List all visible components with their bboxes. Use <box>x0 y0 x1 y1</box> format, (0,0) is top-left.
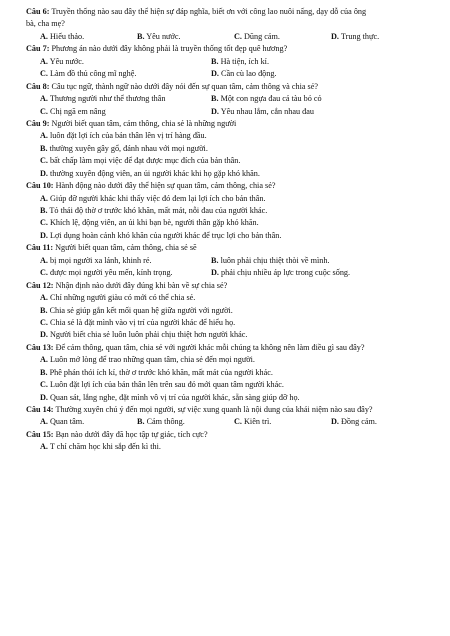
option-d <box>211 267 382 279</box>
option-letter: B. <box>40 367 48 377</box>
question-7-options-row-2 <box>26 68 430 80</box>
option-b <box>211 56 382 68</box>
option-d <box>26 168 430 180</box>
option-text: Đồng cảm. <box>341 417 377 427</box>
question-8 <box>26 81 430 93</box>
option-d <box>211 68 382 80</box>
question-label: Câu 9: <box>26 118 50 128</box>
question-text: Câu tục ngữ, thành ngữ nào dưới đây nói đến sự quan tâm, cảm thông và chia sẻ? <box>51 81 318 91</box>
question-8-options-row-1 <box>26 93 430 105</box>
option-letter: D. <box>40 392 48 402</box>
option-text: Giúp đỡ người khác khi thấy việc đó đem lại lợi ích cho bản thân. <box>50 193 266 203</box>
question-text: bà, cha mẹ? <box>26 19 65 29</box>
question-text: Nhận định nào dưới đây đúng khi bàn về sự chia sẻ? <box>55 280 228 290</box>
question-6 <box>26 6 430 18</box>
question-6-options <box>26 31 430 43</box>
option-letter: D. <box>331 417 339 427</box>
option-b <box>26 367 430 379</box>
option-a <box>26 354 430 366</box>
option-letter: A. <box>40 293 48 303</box>
option-d <box>26 392 430 404</box>
option-letter: C. <box>40 380 48 390</box>
option-a <box>26 130 430 142</box>
option-c <box>40 267 211 279</box>
option-c <box>26 155 430 167</box>
question-label: Câu 15: <box>26 429 54 439</box>
option-text: Hiếu thảo. <box>50 31 85 41</box>
option-text: T chỉ chăm học khi sắp đến kì thi. <box>49 442 161 452</box>
option-c <box>26 379 430 391</box>
question-text: Người biết quan tâm, cảm thông, chia sẻ sẽ <box>55 243 197 253</box>
option-d <box>211 106 382 118</box>
option-letter: B. <box>40 143 48 153</box>
option-c <box>234 31 331 43</box>
option-letter: C. <box>40 218 48 228</box>
option-text: thường xuyên động viên, an ủi người khác khi họ gặp khó khăn. <box>50 168 260 178</box>
option-letter: B. <box>137 417 145 427</box>
option-letter: A. <box>40 355 48 365</box>
question-text: Bạn nào dưới đây đã học tập tự giác, tích cực? <box>55 429 208 439</box>
option-letter: C. <box>40 268 48 278</box>
option-c <box>26 217 430 229</box>
option-letter: A. <box>40 417 48 427</box>
option-letter: D. <box>211 268 219 278</box>
option-b <box>26 305 430 317</box>
question-text: Phương án nào dưới đây không phải là truyền thống tốt đẹp quê hương? <box>51 44 288 54</box>
question-text: Thường xuyên chú ý đến mọi người, sự việc xung quanh là nội dung của khái niệm nào sau đây? <box>55 405 373 414</box>
option-b <box>211 255 382 267</box>
option-c <box>26 317 430 329</box>
option-b <box>211 93 382 105</box>
option-text: Phê phán thói ích kỉ, thờ ơ trước khó khăn, mất mát của người khác. <box>49 367 273 377</box>
question-label: Câu 6: <box>26 7 50 16</box>
option-d <box>331 31 428 43</box>
option-b <box>26 143 430 155</box>
option-a <box>40 416 137 428</box>
option-letter: A. <box>40 131 48 141</box>
option-text: Khích lệ, động viên, an ủi khi bạn bè, người thân gặp khó khăn. <box>50 218 259 228</box>
option-text: Luôn mở lòng để trao những quan tâm, chia sẻ đến mọi người. <box>50 355 255 365</box>
option-c <box>234 416 331 428</box>
question-14 <box>26 404 430 416</box>
option-letter: C. <box>40 156 48 166</box>
question-text: Truyền thống nào sau đây thể hiện sự đáp nghĩa, biết ơn với công lao nuôi nấng, dạy dỗ của ông <box>51 7 367 16</box>
option-letter: C. <box>40 106 48 116</box>
question-8-options-row-2 <box>26 106 430 118</box>
option-text: bị mọi người xa lánh, khinh rẻ. <box>50 255 152 265</box>
option-text: Chỉ những người giàu có mới có thể chia sẻ. <box>50 293 196 303</box>
option-text: Hà tiện, ích kỉ. <box>220 56 269 66</box>
question-label: Câu 12: <box>26 280 54 290</box>
question-14-options <box>26 416 430 428</box>
question-text: Người biết quan tâm, cảm thông, chia sẻ là những người <box>51 118 237 128</box>
option-a <box>40 56 211 68</box>
question-13 <box>26 342 430 354</box>
option-letter: B. <box>211 255 219 265</box>
option-a <box>26 193 430 205</box>
question-9 <box>26 118 430 130</box>
option-text: Chia sẻ giúp gắn kết mối quan hệ giữa người với người. <box>49 305 233 315</box>
option-text: luôn phải chịu thiệt thòi về mình. <box>220 255 330 265</box>
option-text: Luôn đặt lợi ích của bản thân lên trên sau đó mới quan tâm người khác. <box>50 380 284 390</box>
question-label: Câu 14: <box>26 405 54 414</box>
option-letter: B. <box>137 31 145 41</box>
option-letter: C. <box>234 31 242 41</box>
option-text: Làm đồ thủ công mĩ nghệ. <box>50 69 137 79</box>
option-text: Yêu nhau lắm, cắn nhau đau <box>220 106 314 116</box>
option-b <box>137 31 234 43</box>
question-10 <box>26 180 430 192</box>
option-a <box>40 93 211 105</box>
option-a <box>40 31 137 43</box>
question-text: Hành động nào dưới đây thể hiện sự quan tâm, cảm thông, chia sẻ? <box>55 181 276 191</box>
option-text: Yêu nước. <box>146 31 181 41</box>
option-text: Trung thực. <box>340 31 380 41</box>
question-15 <box>26 429 430 441</box>
option-d <box>26 230 430 242</box>
option-letter: C. <box>40 69 48 79</box>
question-6-continued <box>26 18 430 30</box>
quiz-content <box>26 6 430 454</box>
option-text: Yêu nước. <box>49 56 84 66</box>
option-text: bất chấp làm mọi việc để đạt được mục đích của bản thân. <box>50 156 241 166</box>
option-d <box>331 416 428 428</box>
option-text: Lợi dụng hoàn cảnh khó khăn của người khác để trục lợi cho bản thân. <box>50 230 282 240</box>
option-letter: D. <box>40 230 48 240</box>
option-text: Một con ngựa đau cả tàu bỏ cỏ <box>220 94 322 104</box>
question-12 <box>26 280 430 292</box>
option-letter: D. <box>211 69 219 79</box>
option-text: Thương người như thể thương thân <box>49 94 166 104</box>
question-label: Câu 7: <box>26 44 50 54</box>
option-text: Kiên trì. <box>244 417 272 427</box>
option-letter: B. <box>40 206 48 215</box>
option-text: Quan tâm. <box>50 417 85 427</box>
option-text: phải chịu nhiều áp lực trong cuộc sống. <box>221 268 351 278</box>
option-letter: D. <box>331 31 339 41</box>
option-c <box>40 68 211 80</box>
question-text: Để cảm thông, quan tâm, chia sẻ với người khác mỗi chúng ta không nên làm điều gì sau đây? <box>55 342 365 352</box>
option-letter: D. <box>40 168 48 178</box>
option-a <box>26 441 430 453</box>
question-7-options-row-1 <box>26 56 430 68</box>
question-label: Câu 11: <box>26 243 54 253</box>
option-text: Dũng cảm. <box>244 31 280 41</box>
option-text: Cần cù lao động. <box>221 69 277 79</box>
option-letter: A. <box>40 94 48 104</box>
option-text: Cảm thông. <box>146 417 185 427</box>
option-d <box>26 329 430 341</box>
question-11 <box>26 242 430 254</box>
option-text: Tỏ thái độ thờ ơ trước khó khăn, mất mát, nỗi đau của người khác. <box>49 206 268 215</box>
option-b <box>26 205 430 217</box>
option-letter: A. <box>40 31 48 41</box>
option-letter: C. <box>40 317 48 327</box>
option-text: Chị ngã em nâng <box>50 106 106 116</box>
option-b <box>137 416 234 428</box>
option-letter: A. <box>40 442 48 452</box>
option-a <box>40 255 211 267</box>
option-letter: B. <box>211 94 219 104</box>
option-text: Chia sẻ là đặt mình vào vị trí của người khác để hiểu họ. <box>50 317 236 327</box>
option-letter: D. <box>211 106 219 116</box>
question-11-options-row-1 <box>26 255 430 267</box>
option-letter: A. <box>40 56 48 66</box>
option-letter: A. <box>40 255 48 265</box>
option-letter: A. <box>40 193 48 203</box>
question-7 <box>26 43 430 55</box>
option-text: được mọi người yêu mến, kính trọng. <box>50 268 173 278</box>
option-letter: D. <box>40 330 48 340</box>
option-text: Người biết chia sẻ luôn luôn phải chịu thiệt hơn người khác. <box>50 330 248 340</box>
question-label: Câu 10: <box>26 181 54 191</box>
option-letter: B. <box>40 305 48 315</box>
option-letter: B. <box>211 56 219 66</box>
option-letter: C. <box>234 417 242 427</box>
option-c <box>40 106 211 118</box>
option-text: Quan sát, lắng nghe, đặt mình vô vị trí của người khác, sẵn sàng giúp đỡ họ. <box>50 392 300 402</box>
question-11-options-row-2 <box>26 267 430 279</box>
option-text: thường xuyên gây gổ, đánh nhau với mọi người. <box>49 143 208 153</box>
question-label: Câu 13: <box>26 342 54 352</box>
option-a <box>26 292 430 304</box>
option-text: luôn đặt lợi ích của bản thân lên vị trí hàng đầu. <box>50 131 207 141</box>
question-label: Câu 8: <box>26 81 50 91</box>
